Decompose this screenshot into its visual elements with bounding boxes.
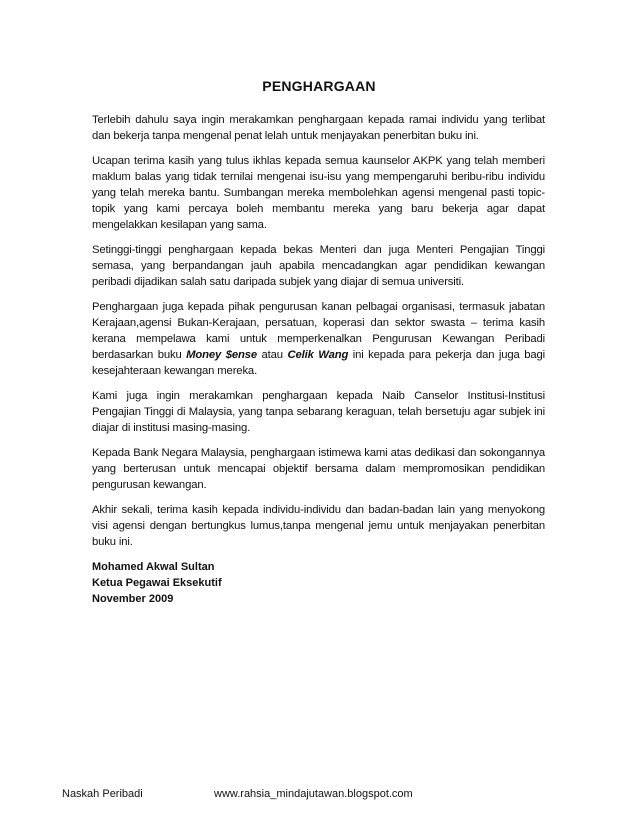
- footer-label: Naskah Peribadi: [62, 788, 143, 800]
- footer-url: www.rahsia_mindajutawan.blogspot.com: [214, 788, 413, 800]
- signature-block: [92, 559, 545, 607]
- book-title-money-sense: Money $ense: [186, 349, 257, 361]
- paragraph-4-text-before: Penghargaan juga kepada pihak pengurusan kanan pelbagai organisasi, termasuk jabatan Kerajaan,agensi Bukan-Kerajaan, persatuan, koperasi dan sektor swasta – terima kasih kerana mempelawa kami untuk memperkenalkan Pengurusan Kewangan Peribadi berdasarkan buku: [92, 301, 545, 361]
- paragraph-4-text-between: atau: [257, 349, 288, 361]
- book-title-celik-wang: Celik Wang: [287, 349, 349, 361]
- signature-date: November 2009: [92, 593, 174, 605]
- paragraph-1: Terlebih dahulu saya ingin merakamkan penghargaan kepada ramai individu yang terlibat dan bekerja tanpa mengenal penat lelah untuk menjayakan penerbitan buku ini.: [92, 114, 545, 142]
- signatory-position: Ketua Pegawai Eksekutif: [92, 577, 222, 589]
- paragraph-3: Setinggi-tinggi penghargaan kepada bekas Menteri dan juga Menteri Pengajian Tinggi semasa, yang berpandangan jauh apabila mencadangkan agar pendidikan kewangan peribadi dijadikan salah satu daripada subjek yang diajar di semua universiti.: [92, 244, 545, 288]
- paragraph-5: Kami juga ingin merakamkan penghargaan kepada Naib Canselor Institusi-Institusi Pengajian Tinggi di Malaysia, yang tanpa sebarang keraguan, telah bersetuju agar subjek ini diajar di institusi masing-masing.: [92, 390, 545, 434]
- paragraph-4: [92, 299, 545, 379]
- paragraph-7: Akhir sekali, terima kasih kepada individu-individu dan badan-badan lain yang menyokong visi agensi dengan bertungkus lumus,tanpa mengenal jemu untuk menjayakan penerbitan buku ini.: [92, 504, 545, 548]
- document-body: [92, 112, 545, 607]
- page-title: PENGHARGAAN: [262, 78, 376, 94]
- signatory-name: Mohamed Akwal Sultan: [92, 561, 215, 573]
- paragraph-2: Ucapan terima kasih yang tulus ikhlas kepada semua kaunselor AKPK yang telah memberi maklum balas yang tidak ternilai mengenai isu-isu yang mempengaruhi beribu-ribu individu yang telah mereka bantu. Sumbangan mereka membolehkan agensi mengenal pasti topic-topik yang kami percaya boleh membantu mereka yang baru bekerja agar dapat mengelakkan kesilapan yang sama.: [92, 155, 545, 231]
- paragraph-6: Kepada Bank Negara Malaysia, penghargaan istimewa kami atas dedikasi dan sokongannya yang berterusan untuk mencapai objektif bersama dalam mempromosikan pendidikan pengurusan kewangan.: [92, 447, 545, 491]
- paragraph-4-text-after: ini kepada para pekerja dan juga bagi kesejahteraan kewangan mereka.: [92, 349, 545, 377]
